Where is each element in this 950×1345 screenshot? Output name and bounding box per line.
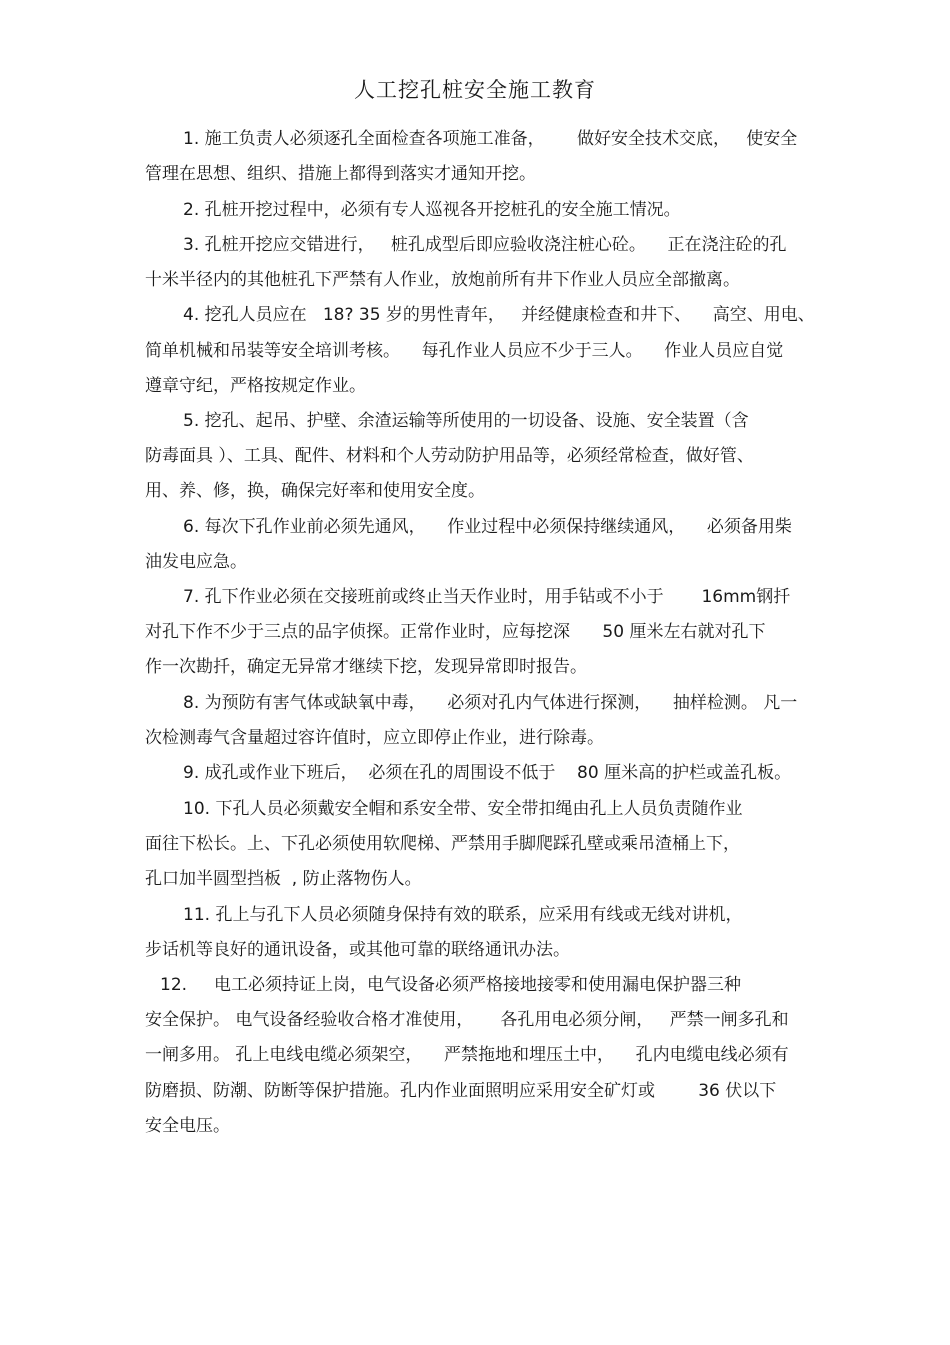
paragraph-line: 11. 孔上与孔下人员必须随身保持有效的联系，应采用有线或无线对讲机， xyxy=(183,905,743,925)
paragraph-line: 6. 每次下孔作业前必须先通风， 作业过程中必须保持继续通风， 必须备用柴 xyxy=(183,517,792,537)
paragraph-line: 安全电压。 xyxy=(145,1116,230,1136)
paragraph-line: 防磨损、防潮、防断等保护措施。孔内作业面照明应采用安全矿灯或 36 伏以下 xyxy=(145,1081,777,1101)
paragraph-line: 12. 电工必须持证上岗，电气设备必须严格接地接零和使用漏电保护器三种 xyxy=(160,975,742,995)
paragraph-line: 1. 施工负责人必须逐孔全面检查各项施工准备， 做好安全技术交底， 使安全 xyxy=(183,129,798,149)
paragraph-line: 5. 挖孔、起吊、护壁、余渣运输等所使用的一切设备、设施、安全装置（含 xyxy=(183,411,749,431)
paragraph-line: 安全保护。 电气设备经验收合格才准使用， 各孔用电必须分闸， 严禁一闸多孔和 xyxy=(145,1010,789,1030)
paragraph-line: 面往下松长。上、下孔必须使用软爬梯、严禁用手脚爬踩孔壁或乘吊渣桶上下， xyxy=(145,834,740,854)
page-title: 人工挖孔桩安全施工教育 xyxy=(354,78,596,102)
paragraph-line: 8. 为预防有害气体或缺氧中毒， 必须对孔内气体进行探测， 抽样检测。 凡一 xyxy=(183,693,798,713)
paragraph-line: 7. 孔下作业必须在交接班前或终止当天作业时，用手钻或不小于 16mm钢扦 xyxy=(183,587,791,607)
paragraph-line: 作一次勘扦，确定无异常才继续下挖，发现异常即时报告。 xyxy=(145,657,587,677)
paragraph-line: 9. 成孔或作业下班后， 必须在孔的周围设不低于 80 厘米高的护栏或盖孔板。 xyxy=(183,763,792,783)
paragraph-line: 4. 挖孔人员应在 18? 35 岁的男性青年， 并经健康检查和井下、 高空、用电、 xyxy=(183,305,815,325)
paragraph-line: 次检测毒气含量超过容许值时，应立即停止作业，进行除毒。 xyxy=(145,728,604,748)
paragraph-line: 10. 下孔人员必须戴安全帽和系安全带、安全带扣绳由孔上人员负责随作业 xyxy=(183,799,743,819)
paragraph-line: 3. 孔桩开挖应交错进行， 桩孔成型后即应验收浇注桩心砼。 正在浇注砼的孔 xyxy=(183,235,787,255)
paragraph-line: 一闸多用。 孔上电线电缆必须架空， 严禁拖地和埋压土中， 孔内电缆电线必须有 xyxy=(145,1045,789,1065)
paragraph-line: 2. 孔桩开挖过程中，必须有专人巡视各开挖桩孔的安全施工情况。 xyxy=(183,200,681,220)
paragraph-line: 防毒面具 ）、工具、配件、材料和个人劳动防护用品等，必须经常检查，做好管、 xyxy=(145,446,754,466)
paragraph-line: 步话机等良好的通讯设备，或其他可靠的联络通讯办法。 xyxy=(145,940,570,960)
paragraph-line: 十米半径内的其他桩孔下严禁有人作业，放炮前所有井下作业人员应全部撤离。 xyxy=(145,270,740,290)
paragraph-line: 简单机械和吊装等安全培训考核。 每孔作业人员应不少于三人。 作业人员应自觉 xyxy=(145,341,784,361)
paragraph-line: 油发电应急。 xyxy=(145,552,247,572)
paragraph-line: 用、养、修，换，确保完好率和使用安全度。 xyxy=(145,481,485,501)
paragraph-line: 管理在思想、组织、措施上都得到落实才通知开挖。 xyxy=(145,164,536,184)
paragraph-line: 遵章守纪，严格按规定作业。 xyxy=(145,376,366,396)
paragraph-line: 对孔下作不少于三点的品字侦探。正常作业时，应每挖深 50 厘米左右就对孔下 xyxy=(145,622,766,642)
paragraph-line: 孔口加半圆型挡板 , 防止落物伤人。 xyxy=(145,869,422,889)
